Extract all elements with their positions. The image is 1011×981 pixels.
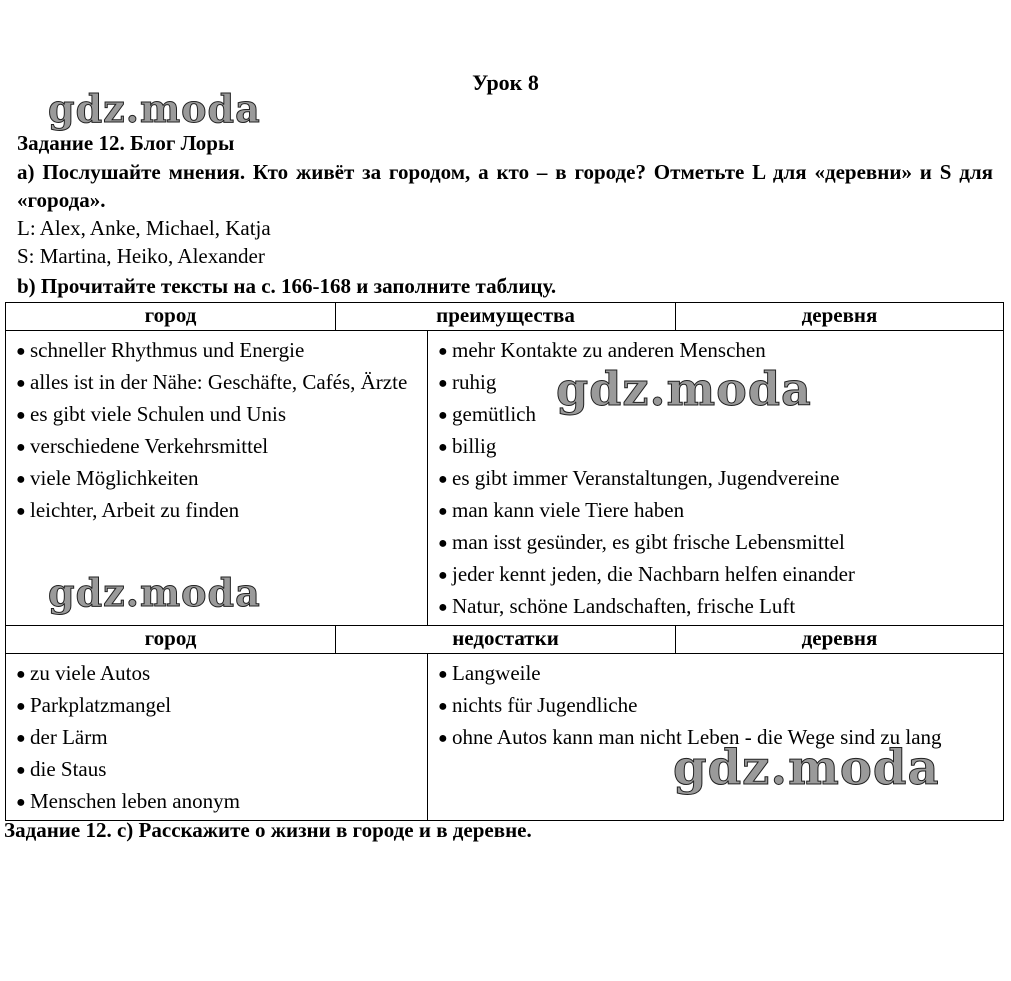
list-item-text: Langweile	[452, 661, 541, 685]
list-item-text: es gibt viele Schulen und Unis	[30, 402, 287, 426]
list-item-text: billig	[452, 434, 497, 458]
bullet-icon: ●	[16, 343, 26, 360]
list-item-text: viele Möglichkeiten	[30, 466, 199, 490]
list-item	[438, 431, 993, 463]
disadvantages-header-row	[6, 626, 1004, 654]
bullet-icon: ●	[438, 698, 448, 715]
task-heading: Задание 12. Блог Лоры	[17, 131, 235, 155]
list-item	[438, 495, 993, 527]
list-item-text: jeder kennt jeden, die Nachbarn helfen einander	[452, 562, 855, 586]
list-item	[16, 335, 417, 367]
bullet-icon: ●	[16, 762, 26, 779]
task-b-instruction: b) Прочитайте тексты на с. 166-168 и заполните таблицу.	[17, 274, 557, 298]
bullet-icon: ●	[16, 794, 26, 811]
list-item-text: die Staus	[30, 757, 107, 781]
list-item	[16, 786, 417, 818]
bullet-icon: ●	[438, 730, 448, 747]
advantages-content-row	[6, 331, 1004, 626]
bullet-icon: ●	[16, 730, 26, 747]
city-disadvantages-cell	[6, 654, 428, 821]
list-item-text: verschiedene Verkehrsmittel	[30, 434, 269, 458]
list-item	[16, 399, 417, 431]
village-disadvantages-cell	[428, 654, 1004, 821]
header-disadvantages: недостатки	[336, 626, 676, 654]
city-disadvantages-list	[6, 654, 427, 820]
bullet-icon: ●	[16, 471, 26, 488]
city-advantages-list	[6, 331, 427, 529]
list-item	[438, 463, 993, 495]
bullet-icon: ●	[16, 407, 26, 424]
answer-city-list: S: Martina, Heiko, Alexander	[17, 244, 265, 268]
page-title: Урок 8	[472, 70, 539, 95]
task-a-instruction: а) Послушайте мнения. Кто живёт за городом, а кто – в городе? Отметьте L для «деревни» и S для «города».	[17, 160, 993, 212]
bullet-icon: ●	[16, 375, 26, 392]
bullet-icon: ●	[438, 375, 448, 392]
list-item-text: mehr Kontakte zu anderen Menschen	[452, 338, 766, 362]
list-item	[16, 367, 417, 399]
list-item	[16, 463, 417, 495]
list-item	[438, 591, 993, 623]
list-item	[438, 658, 993, 690]
header-advantages: преимущества	[336, 303, 676, 331]
list-item-text: Natur, schöne Landschaften, frische Luft	[452, 594, 796, 618]
comparison-table	[5, 302, 1004, 821]
list-item	[438, 367, 993, 399]
list-item-text: gemütlich	[452, 402, 536, 426]
list-item-text: Menschen leben anonym	[30, 789, 240, 813]
list-item-text: zu viele Autos	[30, 661, 151, 685]
list-item	[16, 754, 417, 786]
village-advantages-cell	[428, 331, 1004, 626]
bullet-icon: ●	[16, 666, 26, 683]
header-city: город	[6, 303, 336, 331]
header-city: город	[6, 626, 336, 654]
village-advantages-list	[428, 331, 1003, 625]
list-item-text: Parkplatzmangel	[30, 693, 172, 717]
header-village: деревня	[676, 303, 1004, 331]
list-item-text: der Lärm	[30, 725, 108, 749]
list-item	[16, 431, 417, 463]
bullet-icon: ●	[438, 599, 448, 616]
list-item	[438, 399, 993, 431]
watermark-logo: gdz.moda	[673, 740, 940, 796]
list-item-text: es gibt immer Veranstaltungen, Jugendvereine	[452, 466, 840, 490]
list-item-text: alles ist in der Nähe: Geschäfte, Cafés, Ärzte	[30, 370, 408, 394]
bullet-icon: ●	[438, 535, 448, 552]
bullet-icon: ●	[438, 439, 448, 456]
bullet-icon: ●	[438, 343, 448, 360]
list-item	[438, 690, 993, 722]
watermark-logo: gdz.moda	[556, 362, 812, 416]
disadvantages-content-row	[6, 654, 1004, 821]
header-village: деревня	[676, 626, 1004, 654]
list-item	[16, 690, 417, 722]
city-advantages-cell	[6, 331, 428, 626]
bullet-icon: ●	[16, 503, 26, 520]
list-item	[438, 335, 993, 367]
list-item	[438, 559, 993, 591]
watermark-logo: gdz.moda	[48, 570, 261, 615]
village-disadvantages-list	[428, 654, 1003, 756]
task-c-instruction: Задание 12. с) Расскажите о жизни в городе и в деревне.	[4, 818, 532, 842]
list-item-text: man kann viele Tiere haben	[452, 498, 685, 522]
bullet-icon: ●	[438, 666, 448, 683]
list-item	[438, 722, 993, 754]
bullet-icon: ●	[16, 698, 26, 715]
list-item-text: schneller Rhythmus und Energie	[30, 338, 305, 362]
list-item-text: leichter, Arbeit zu finden	[30, 498, 240, 522]
list-item	[16, 722, 417, 754]
list-item-text: nichts für Jugendliche	[452, 693, 638, 717]
bullet-icon: ●	[438, 471, 448, 488]
bullet-icon: ●	[16, 439, 26, 456]
answer-village-list: L: Alex, Anke, Michael, Katja	[17, 216, 271, 240]
list-item-text: man isst gesünder, es gibt frische Lebensmittel	[452, 530, 845, 554]
bullet-icon: ●	[438, 503, 448, 520]
list-item	[16, 495, 417, 527]
list-item-text: ohne Autos kann man nicht Leben - die Wege sind zu lang	[452, 725, 942, 749]
bullet-icon: ●	[438, 407, 448, 424]
list-item	[16, 658, 417, 690]
advantages-header-row	[6, 303, 1004, 331]
list-item	[438, 527, 993, 559]
watermark-logo: gdz.moda	[48, 86, 261, 131]
bullet-icon: ●	[438, 567, 448, 584]
list-item-text: ruhig	[452, 370, 497, 394]
